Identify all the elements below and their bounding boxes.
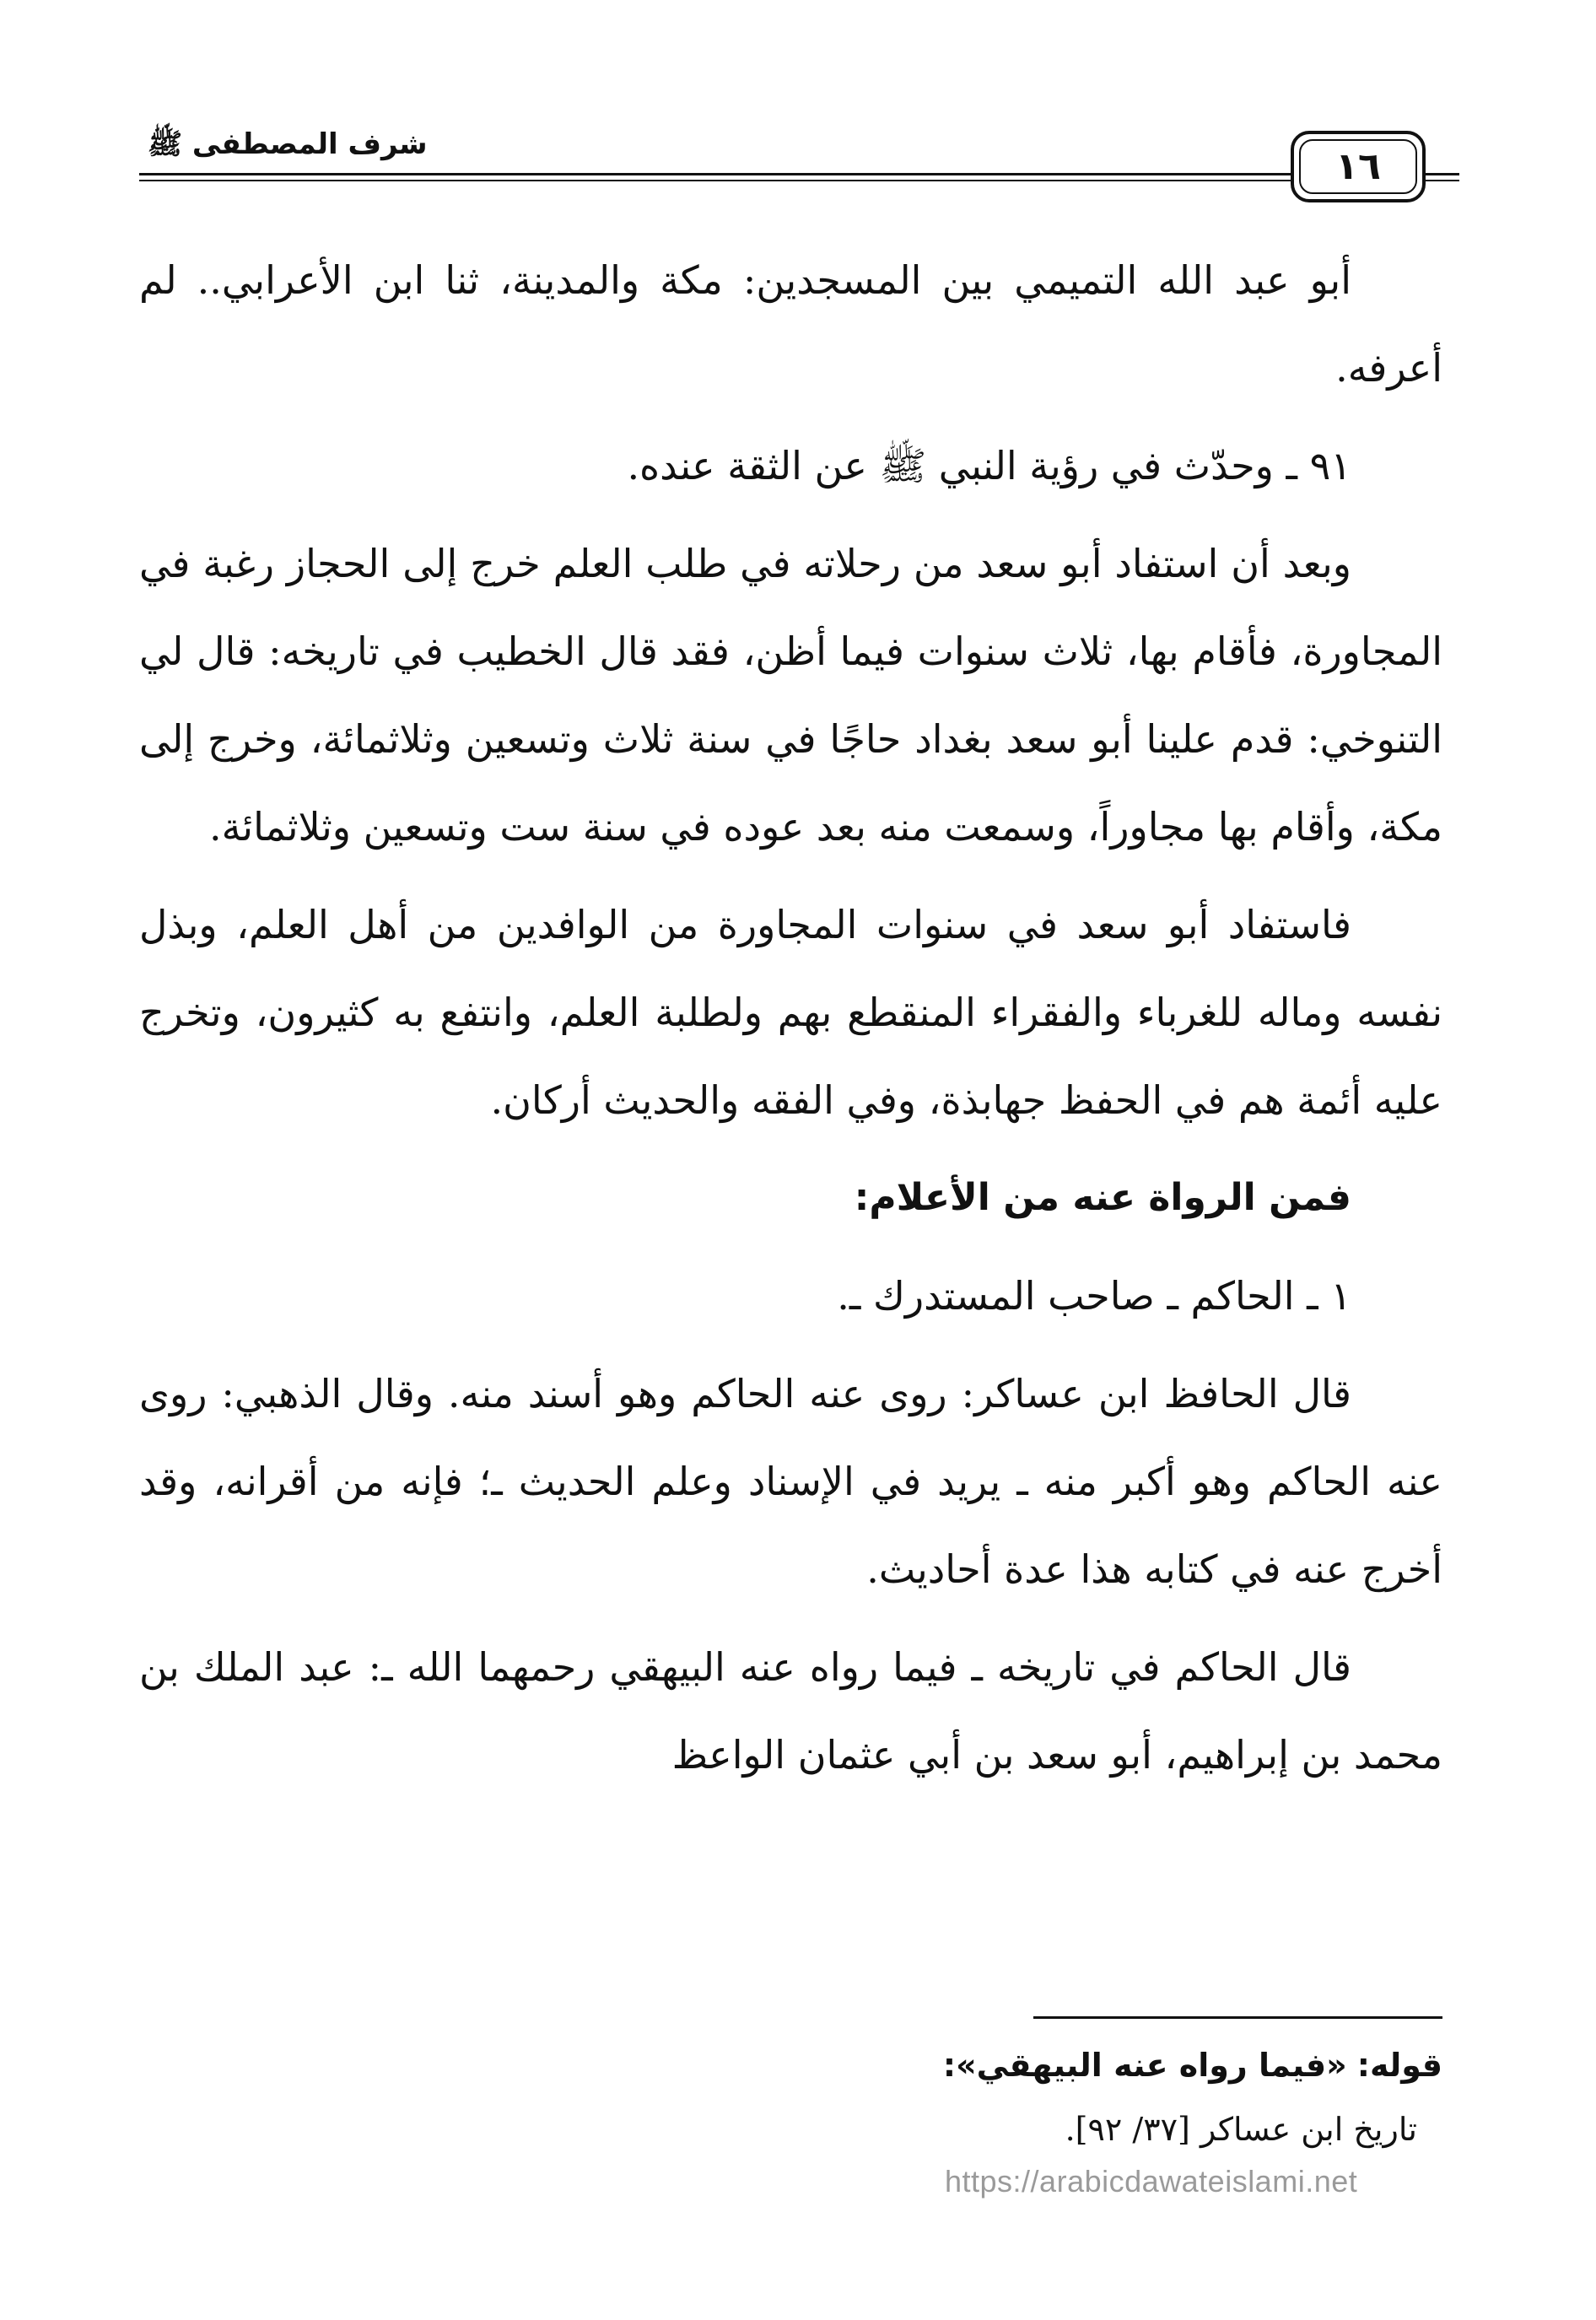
paragraph-7: قال الحاكم في تاريخه ـ فيما رواه عنه البيهقي رحمهما الله ـ: عبد الملك بن محمد بن إبراهيم، أبو سعد بن أبي عثمان الواعظ bbox=[139, 1644, 1442, 1778]
paragraph-6: قال الحافظ ابن عساكر: روى عنه الحاكم وهو أسند منه. وقال الذهبي: روى عنه الحاكم وهو أكبر منه ـ يريد في الإسناد وعلم الحديث ـ؛ فإنه من أقرانه، وقد أخرج عنه في كتابه هذا عدة أحاديث. bbox=[139, 1371, 1442, 1592]
paragraph-1: أبو عبد الله التميمي بين المسجدين: مكة والمدينة، ثنا ابن الأعرابي.. لم أعرفه. bbox=[139, 257, 1442, 391]
footnote-quote: «فيما رواه عنه البيهقي»: bbox=[942, 2047, 1347, 2084]
footnote-1 bbox=[177, 2033, 1442, 2097]
running-title: شرف المصطفى ﷺ bbox=[139, 127, 428, 168]
paragraph-5: ١ ـ الحاكم ـ صاحب المستدرك ـ. bbox=[837, 1273, 1351, 1319]
paragraph-4: فاستفاد أبو سعد في سنوات المجاورة من الوافدين من أهل العلم، وبذل نفسه وماله للغرباء والفقراء المنقطع بهم ولطلبة العلم، وانتفع به كثيرون، وتخرج عليه أئمة هم في الحفظ جهابذة، وفي الفقه والحديث أركان. bbox=[139, 902, 1442, 1123]
paragraph-3: وبعد أن استفاد أبو سعد من رحلاته في طلب العلم خرج إلى الحجاز رغبة في المجاورة، فأقام بها، ثلاث سنوات فيما أظن، فقد قال الخطيب في تاريخه: قال لي التنوخي: قدم علينا أبو سعد بغداد حاجًا في سنة ثلاث وتسعين وثلاثمائة، وخرج إلى مكة، وأقام بها مجاوراً، وسمعت منه بعد عوده في سنة ست وتسعين وثلاثمائة. bbox=[139, 541, 1442, 850]
footnote-reference: تاريخ ابن عساكر [٣٧/ ٩٢]. bbox=[1065, 2111, 1417, 2148]
header-rule bbox=[139, 173, 1459, 183]
footnote-label: قوله: bbox=[1356, 2047, 1442, 2084]
footnote-divider bbox=[1033, 2016, 1442, 2019]
footnotes bbox=[177, 2033, 1442, 2161]
main-text bbox=[139, 236, 1442, 1809]
page-header bbox=[139, 127, 1459, 194]
paragraph-2: ٩١ ـ وحدّث في رؤية النبي ﷺ عن الثقة عنده. bbox=[627, 443, 1351, 488]
page-number-frame bbox=[1291, 131, 1426, 202]
section-heading: فمن الرواة عنه من الأعلام: bbox=[854, 1176, 1351, 1219]
page-number: ١٦ bbox=[1335, 145, 1381, 188]
watermark-url: https://arabicdawateislami.net bbox=[945, 2164, 1358, 2199]
